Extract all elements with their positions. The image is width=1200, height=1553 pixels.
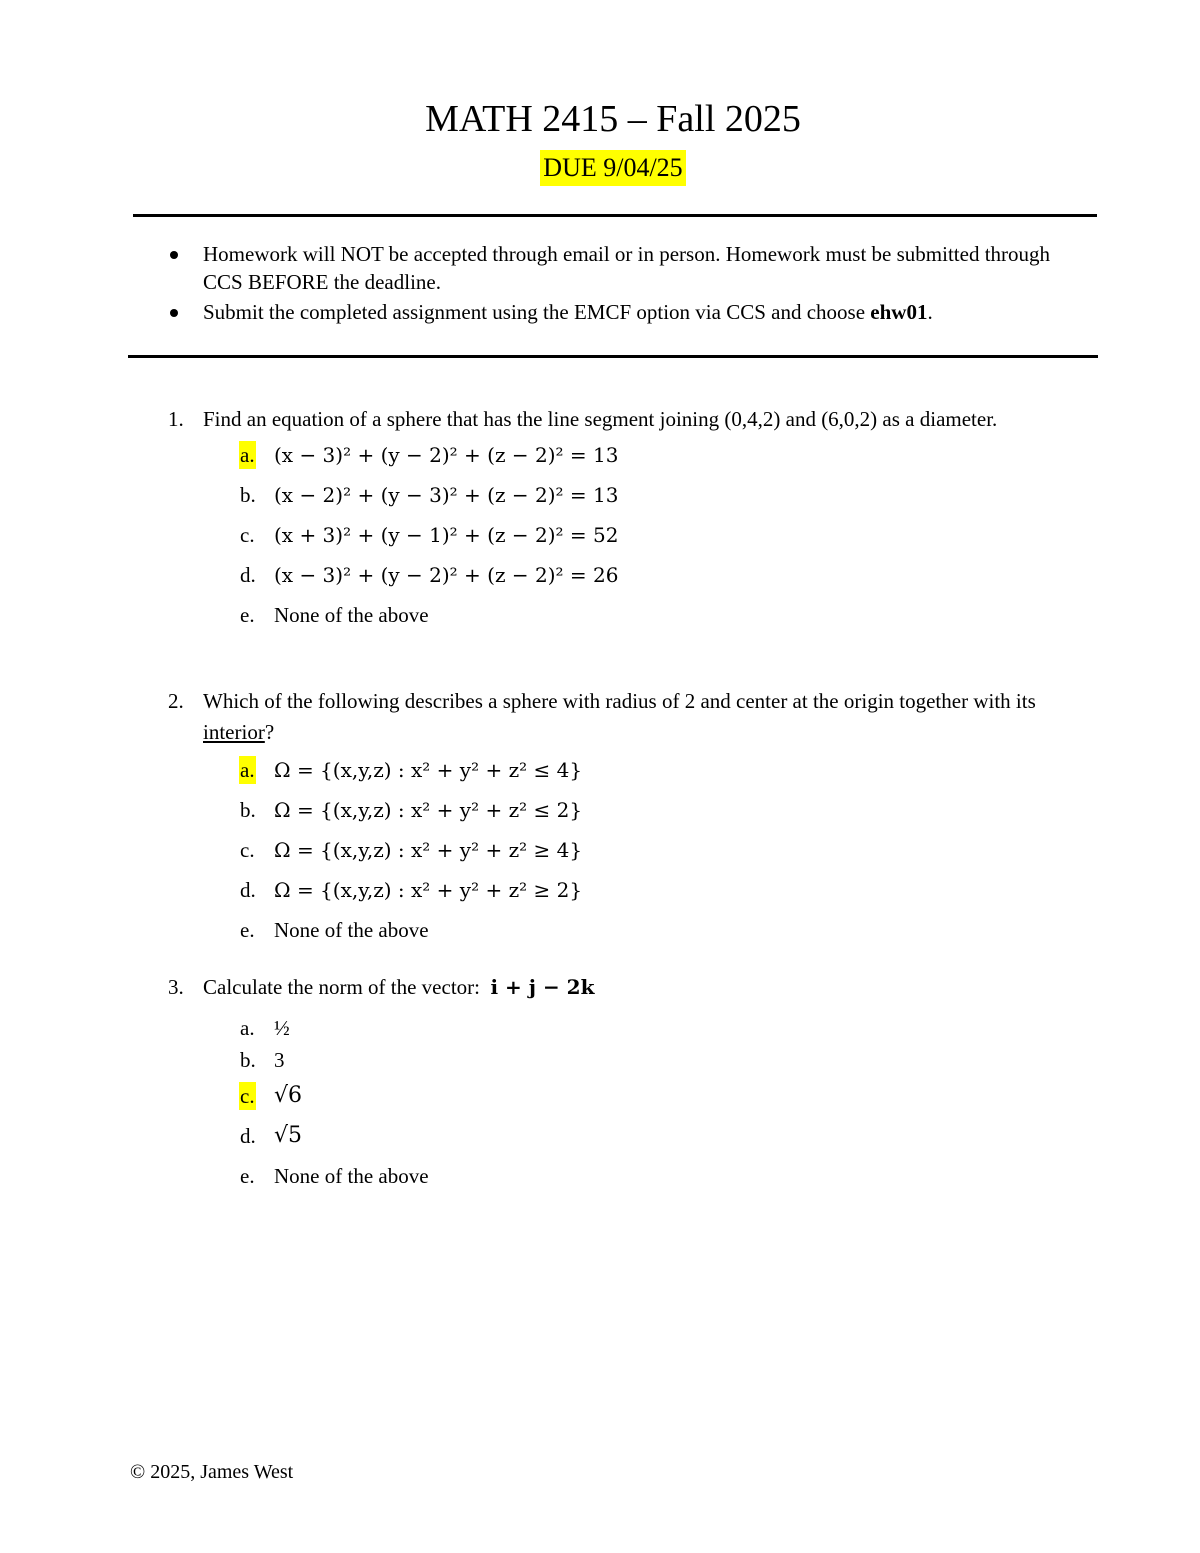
instruction-item <box>0 298 1083 326</box>
page-title: MATH 2415 – Fall 2025 <box>425 98 801 140</box>
option-e <box>0 910 1073 944</box>
option-label: a. <box>240 443 255 467</box>
option-label: e. <box>240 1164 255 1188</box>
option-text: None of the above <box>274 1164 429 1188</box>
option-label: d. <box>240 878 256 902</box>
option-d <box>0 555 1073 595</box>
option-label: d. <box>240 563 256 587</box>
bottom-divider <box>128 355 1098 358</box>
option-d <box>0 870 1073 910</box>
option-d <box>0 1116 1073 1156</box>
option-label: b. <box>240 798 256 822</box>
option-text: None of the above <box>274 603 429 627</box>
option-label: c. <box>240 1084 255 1108</box>
option-a <box>0 1008 1073 1040</box>
question-text: Which of the following describes a sphere with radius of 2 and center at the origin together with its <box>203 689 1036 713</box>
due-date: DUE 9/04/25 <box>540 150 685 186</box>
option-c <box>0 830 1073 870</box>
option-label: b. <box>240 483 256 507</box>
option-text: None of the above <box>274 918 429 942</box>
option-c <box>0 515 1073 555</box>
option-text: (x − 2)² + (y − 3)² + (z − 2)² = 13 <box>274 483 619 507</box>
option-text: Ω = {(x,y,z) : x² + y² + z² ≤ 2} <box>274 798 583 822</box>
question-number: 3. <box>168 975 184 999</box>
instruction-text: Submit the completed assignment using the EMCF option via CCS and choose <box>203 300 871 324</box>
option-label: c. <box>240 838 255 862</box>
option-label: e. <box>240 603 255 627</box>
option-a <box>0 435 1073 475</box>
question-3 <box>0 972 1073 1190</box>
option-text: Ω = {(x,y,z) : x² + y² + z² ≥ 4} <box>274 838 583 862</box>
question-2 <box>0 686 1073 944</box>
options-list <box>0 750 1073 944</box>
option-a <box>0 750 1073 790</box>
copyright-footer: © 2025, James West <box>130 1461 294 1483</box>
instructions-list <box>0 240 1083 328</box>
option-b <box>0 1040 1073 1076</box>
instruction-text-end: . <box>927 300 933 324</box>
option-text: √6 <box>274 1083 303 1108</box>
question-text: Calculate the norm of the vector: <box>203 975 480 999</box>
option-c <box>0 1076 1073 1116</box>
vector-expression: i + j − 2k <box>490 975 595 999</box>
question-text-end: ? <box>264 720 275 744</box>
option-e <box>0 595 1073 629</box>
question-1 <box>0 405 1073 629</box>
instruction-text: Homework will NOT be accepted through email or in person. Homework must be submitted through CCS BEFORE the deadline. <box>203 242 1051 294</box>
option-label: a. <box>240 758 255 782</box>
option-text: 3 <box>274 1048 285 1072</box>
option-e <box>0 1156 1073 1190</box>
option-label: a. <box>240 1016 255 1040</box>
due-date-container <box>0 150 1200 186</box>
question-text: Find an equation of a sphere that has the line segment joining (0,4,2) and (6,0,2) as a diameter. <box>203 407 998 431</box>
bullet-icon <box>170 309 178 317</box>
option-label: b. <box>240 1048 256 1072</box>
question-number: 2. <box>168 689 184 713</box>
options-list <box>0 435 1073 629</box>
option-text: Ω = {(x,y,z) : x² + y² + z² ≥ 2} <box>274 878 583 902</box>
bullet-icon <box>170 251 178 259</box>
instruction-item <box>0 240 1083 296</box>
top-divider <box>133 214 1097 217</box>
option-text: Ω = {(x,y,z) : x² + y² + z² ≤ 4} <box>274 758 583 782</box>
option-text: (x − 3)² + (y − 2)² + (z − 2)² = 13 <box>274 443 619 467</box>
question-emphasis: interior <box>203 720 265 744</box>
assignment-code: ehw01 <box>870 300 928 324</box>
question-number: 1. <box>168 407 184 431</box>
option-text: (x + 3)² + (y − 1)² + (z − 2)² = 52 <box>274 523 619 547</box>
option-text: (x − 3)² + (y − 2)² + (z − 2)² = 26 <box>274 563 619 587</box>
option-b <box>0 475 1073 515</box>
option-label: e. <box>240 918 255 942</box>
option-text: ½ <box>274 1016 290 1040</box>
options-list <box>0 1008 1073 1190</box>
option-label: c. <box>240 523 255 547</box>
option-b <box>0 790 1073 830</box>
option-text: √5 <box>274 1123 303 1148</box>
option-label: d. <box>240 1124 256 1148</box>
